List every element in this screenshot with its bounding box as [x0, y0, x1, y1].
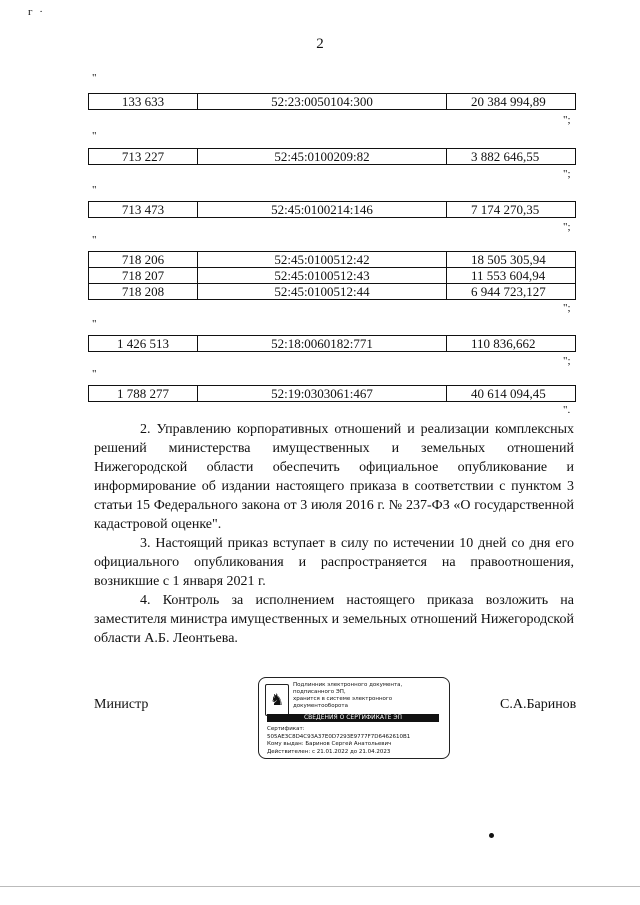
cadastral-number: 52:18:0060182:771 — [198, 336, 447, 352]
registry-table-3 — [88, 201, 576, 218]
close-quote: "; — [563, 302, 571, 314]
close-quote: ". — [563, 404, 571, 416]
table-row — [89, 284, 576, 300]
cadastral-number: 52:45:0100209:82 — [198, 149, 447, 165]
open-quote: " — [92, 184, 97, 196]
open-quote: " — [92, 72, 97, 84]
stamp-header-line: хранится в системе электронного документооборота — [293, 696, 393, 709]
registry-table-6 — [88, 385, 576, 402]
stamp-header — [293, 682, 445, 710]
coat-of-arms-icon: ♞ — [265, 684, 289, 716]
document-body — [94, 420, 574, 648]
page-bottom-edge — [0, 886, 640, 887]
object-number: 713 227 — [89, 149, 198, 165]
cadastral-value: 110 836,662 — [447, 336, 576, 352]
cadastral-number: 52:45:0100512:43 — [198, 268, 447, 284]
cadastral-number: 52:19:0303061:467 — [198, 386, 447, 402]
corner-marks: г · — [28, 6, 45, 18]
signatory-title: Министр — [94, 697, 149, 712]
open-quote: " — [92, 318, 97, 330]
cadastral-number: 52:23:0050104:300 — [198, 94, 447, 110]
table-row — [89, 252, 576, 268]
stamp-validity: Действителен: с 21.01.2022 до 21.04.2023 — [267, 748, 391, 755]
page-number: 2 — [316, 36, 324, 52]
table-row — [89, 336, 576, 352]
close-quote: "; — [563, 168, 571, 180]
object-number: 718 206 — [89, 252, 198, 268]
close-quote: "; — [563, 355, 571, 367]
cadastral-value: 20 384 994,89 — [447, 94, 576, 110]
registry-table-5 — [88, 335, 576, 352]
registry-table-2 — [88, 148, 576, 165]
object-number: 718 207 — [89, 268, 198, 284]
open-quote: " — [92, 130, 97, 142]
paragraph-4: 4. Контроль за исполнением настоящего приказа возложить на заместителя министра имущественных и земельных отношений Нижегородской области А.Б. Леонтьева. — [94, 593, 574, 646]
cadastral-value: 7 174 270,35 — [447, 202, 576, 218]
cadastral-value: 18 505 305,94 — [447, 252, 576, 268]
object-number: 713 473 — [89, 202, 198, 218]
close-quote: "; — [563, 114, 571, 126]
registry-table-4 — [88, 251, 576, 300]
electronic-signature-stamp — [258, 677, 450, 759]
object-number: 1 426 513 — [89, 336, 198, 352]
close-quote: "; — [563, 221, 571, 233]
table-row — [89, 386, 576, 402]
paragraph-3: 3. Настоящий приказ вступает в силу по истечении 10 дней со дня его официального опубликования и распространяется на правоотношения, возникшие с 1 января 2021 г. — [94, 536, 574, 589]
open-quote: " — [92, 368, 97, 380]
cadastral-number: 52:45:0100214:146 — [198, 202, 447, 218]
open-quote: " — [92, 234, 97, 246]
stamp-cert-info — [267, 726, 445, 756]
cadastral-value: 6 944 723,127 — [447, 284, 576, 300]
table-row — [89, 268, 576, 284]
stamp-certificate: Сертификат: 505AE3C8D4C93A37E0D7293E9777F7D6462610B1 — [267, 726, 411, 740]
cadastral-value: 3 882 646,55 — [447, 149, 576, 165]
signatory-name: С.А.Баринов — [500, 697, 577, 712]
object-number: 718 208 — [89, 284, 198, 300]
cadastral-number: 52:45:0100512:44 — [198, 284, 447, 300]
object-number: 133 633 — [89, 94, 198, 110]
object-number: 1 788 277 — [89, 386, 198, 402]
table-row — [89, 94, 576, 110]
stamp-header-line: Подлинник электронного документа, подписанного ЭП, — [293, 682, 403, 695]
cadastral-number: 52:45:0100512:42 — [198, 252, 447, 268]
cadastral-value: 11 553 604,94 — [447, 268, 576, 284]
cadastral-value: 40 614 094,45 — [447, 386, 576, 402]
registry-table-1 — [88, 93, 576, 110]
ink-dot — [489, 833, 494, 838]
table-row — [89, 202, 576, 218]
stamp-cert-bar: СВЕДЕНИЯ О СЕРТИФИКАТЕ ЭП — [267, 714, 439, 722]
paragraph-2: 2. Управлению корпоративных отношений и реализации комплексных решений министерства имущественных и земельных отношений Нижегородской области обеспечить официальное опубликование и информирование об издании настоящего приказа в соответствии с пунктом 3 статьи 15 Федерального закона от 3 июля 2016 г. № 237-ФЗ «О государственной кадастровой оценке". — [94, 422, 574, 532]
stamp-owner: Кому выдан: Баринов Сергей Анатольевич — [267, 741, 392, 747]
table-row — [89, 149, 576, 165]
